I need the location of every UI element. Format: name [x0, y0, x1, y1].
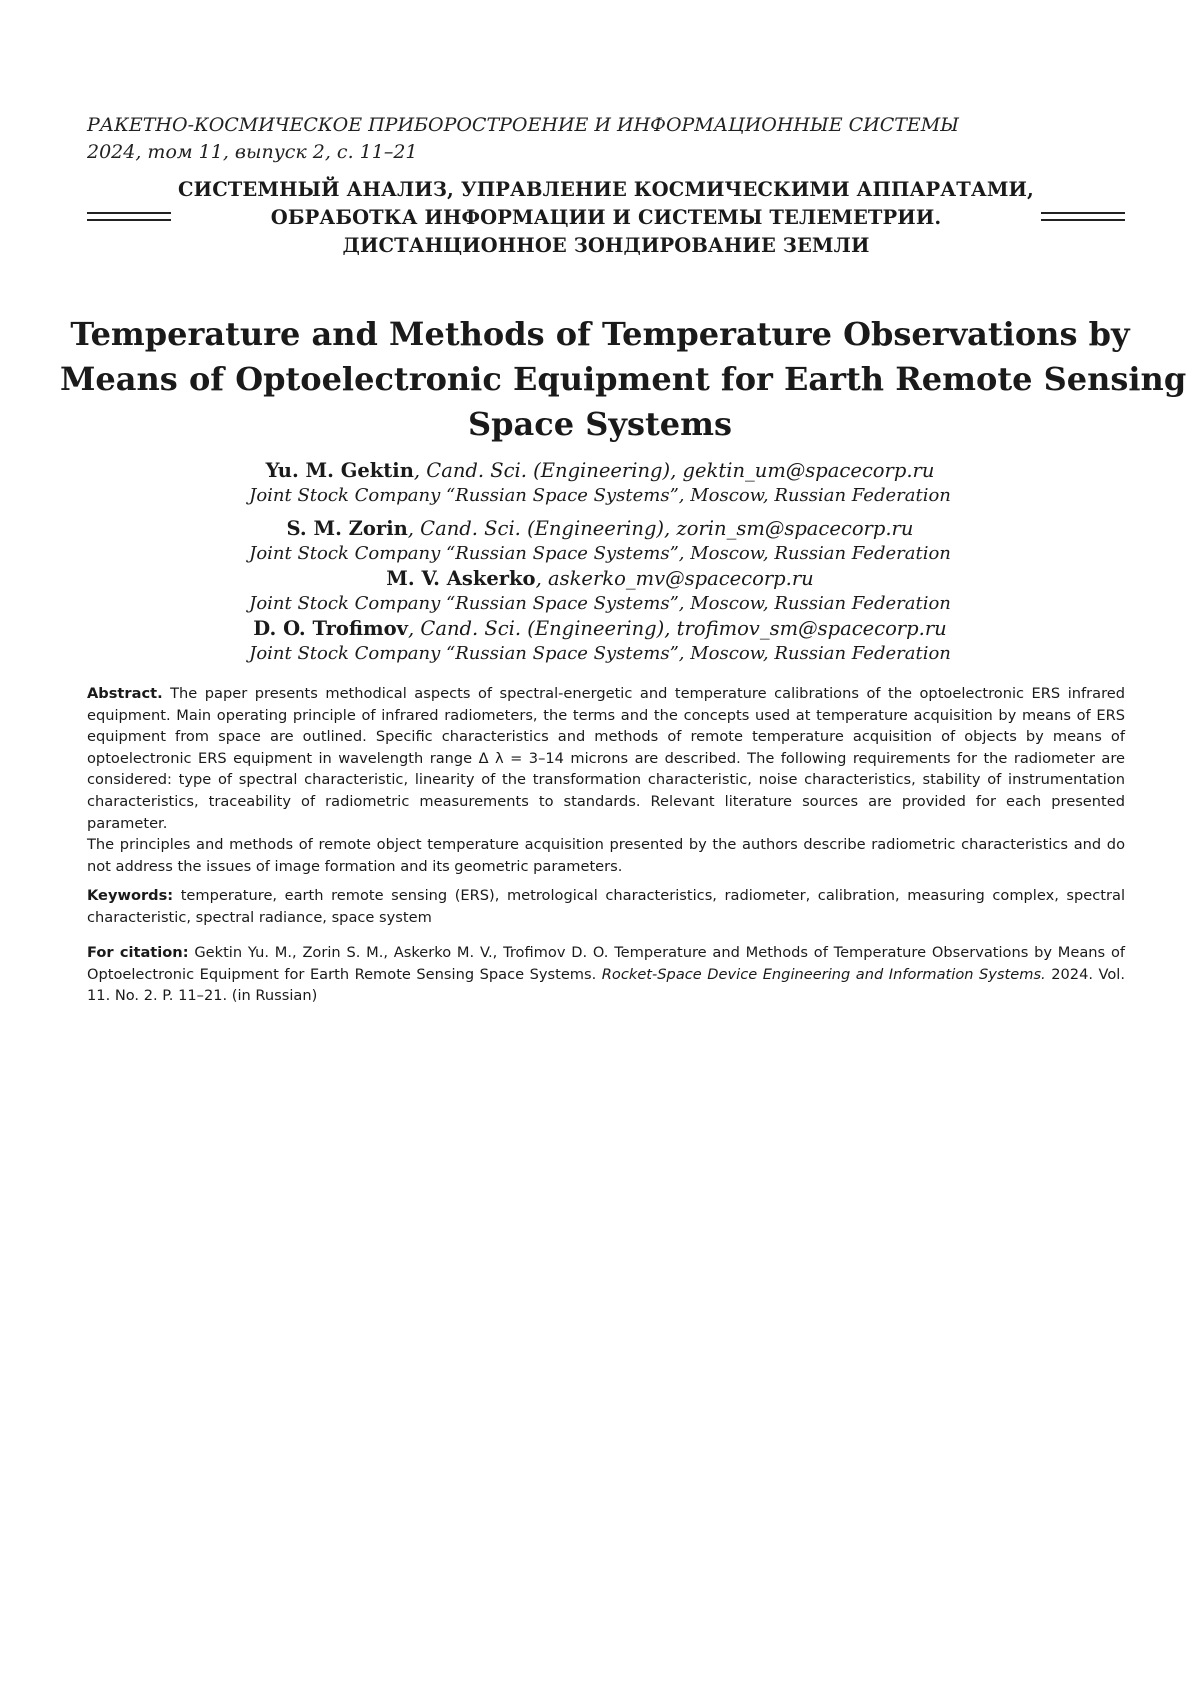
journal-header	[87, 112, 1127, 166]
author-affiliation: Joint Stock Company “Russian Space Systems”, Moscow, Russian Federation	[249, 643, 951, 664]
citation-label: For citation:	[87, 944, 189, 961]
journal-name: РАКЕТНО-КОСМИЧЕСКОЕ ПРИБОРОСТРОЕНИЕ И ИНФОРМАЦИОННЫЕ СИСТЕМЫ	[87, 114, 959, 136]
author-name: M. V. Askerko	[386, 567, 536, 590]
abstract-label: Abstract.	[87, 685, 163, 702]
author-name: Yu. M. Gektin	[265, 459, 414, 482]
section-rule-left	[87, 212, 171, 221]
section-heading	[87, 176, 1125, 258]
keywords	[87, 885, 1125, 928]
section-rule-right	[1041, 212, 1125, 221]
author-name: D. O. Trofimov	[253, 617, 409, 640]
author	[100, 616, 1100, 642]
section-title-line: ДИСТАНЦИОННОЕ ЗОНДИРОВАНИЕ ЗЕМЛИ	[342, 234, 870, 257]
abstract-text: The paper presents methodical aspects of spectral-energetic and temperature calibrations of the optoelectronic ERS infrared equipment. Main operating principle of infrared radiometers, the terms and the concepts used at temperature acquisition by means of ERS equipment from space are outlined. Specific characteristics and methods of remote temperature acquisition of objects by means of optoelectronic ERS equipment in wavelength range Δ λ = 3–14 microns are described. The following requirements for the radiometer are considered: type of spectral characteristic, linearity of the transformation characteristic, noise characteristics, stability of instrumentation characteristics, traceability of radiometric measurements to standards. Relevant literature sources are provided for each presented parameter.	[87, 685, 1125, 832]
author-degree-email: , askerko_mv@spacecorp.ru	[535, 567, 814, 590]
author-affiliation: Joint Stock Company “Russian Space Systems”, Moscow, Russian Federation	[249, 593, 951, 614]
citation	[87, 942, 1125, 1007]
author-affiliation: Joint Stock Company “Russian Space Systems”, Moscow, Russian Federation	[249, 485, 951, 506]
paper-title-line: Means of Optoelectronic Equipment for Earth Remote Sensing	[60, 360, 1187, 398]
abstract-paragraph	[87, 683, 1125, 834]
author-degree-email: , Cand. Sci. (Engineering), gektin_um@spacecorp.ru	[413, 459, 935, 482]
citation-details: 2024. Vol. 11. No. 2. P. 11–21. (in Russian)	[87, 965, 1125, 1005]
author-degree-email: , Cand. Sci. (Engineering), trofimov_sm@spacecorp.ru	[408, 617, 947, 640]
keywords-text: temperature, earth remote sensing (ERS), metrological characteristics, radiometer, calibration, measuring complex, spectral characteristic, spectral radiance, space system	[87, 887, 1125, 926]
author-affiliation: Joint Stock Company “Russian Space Systems”, Moscow, Russian Federation	[249, 543, 951, 564]
author-name: S. M. Zorin	[286, 517, 408, 540]
paper-title-line: Space Systems	[468, 405, 732, 443]
section-title-line: СИСТЕМНЫЙ АНАЛИЗ, УПРАВЛЕНИЕ КОСМИЧЕСКИМИ АППАРАТАМИ,	[178, 178, 1034, 201]
citation-text: Gektin Yu. M., Zorin S. M., Askerko M. V., Trofimov D. O. Temperature and Methods of Temperature Observations by Means of Optoelectronic Equipment for Earth Remote Sensing Space Systems.	[87, 944, 1126, 983]
journal-issue: 2024, том 11, выпуск 2, с. 11–21	[87, 141, 418, 163]
abstract-paragraph: The principles and methods of remote object temperature acquisition presented by the authors describe radiometric characteristics and do not address the issues of image formation and its geometric parameters.	[87, 836, 1125, 875]
author-degree-email: , Cand. Sci. (Engineering), zorin_sm@spacecorp.ru	[407, 517, 914, 540]
author	[100, 516, 1100, 542]
abstract	[87, 683, 1125, 877]
section-title	[177, 176, 1035, 260]
paper-title-line: Temperature and Methods of Temperature Observations by	[70, 315, 1130, 353]
section-title-line: ОБРАБОТКА ИНФОРМАЦИИ И СИСТЕМЫ ТЕЛЕМЕТРИИ.	[270, 206, 942, 229]
paper-title	[60, 312, 1187, 447]
author-list	[100, 458, 1100, 666]
citation-journal: Rocket-Space Device Engineering and Information Systems.	[601, 965, 1046, 983]
keywords-label: Keywords:	[87, 887, 174, 904]
author	[100, 458, 1100, 484]
author	[100, 566, 1100, 592]
